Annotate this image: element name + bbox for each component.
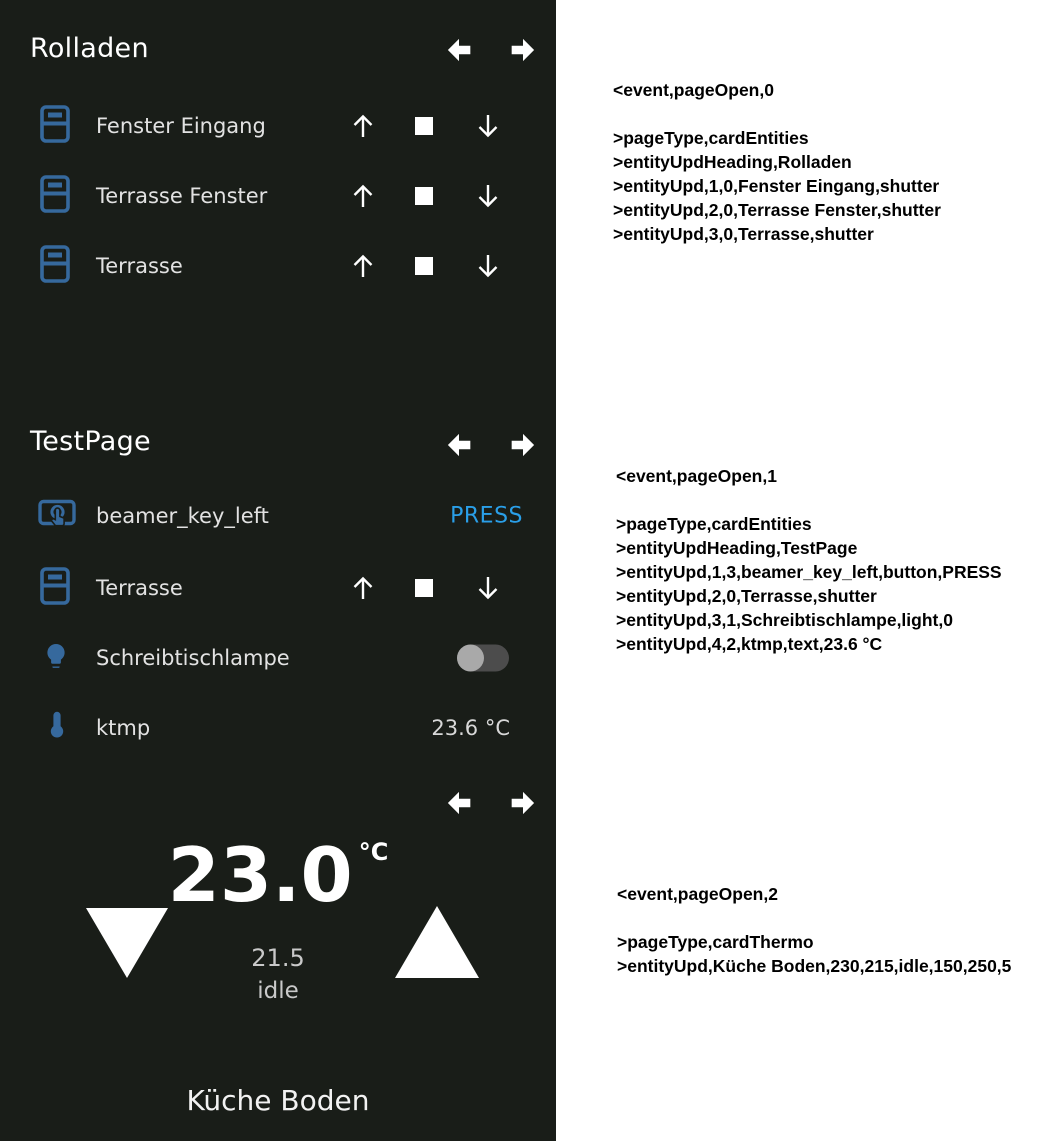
page-nav: [440, 33, 542, 67]
page-nav: [440, 786, 542, 820]
log-line: >pageType,cardThermo: [617, 932, 814, 952]
log-line: [613, 102, 1045, 126]
thermometer-icon: [46, 711, 68, 745]
log-line: <event,pageOpen,0: [613, 80, 774, 100]
page-title: TestPage: [30, 426, 151, 457]
log-line: >entityUpd,2,0,Terrasse,shutter: [616, 586, 877, 606]
shutter-stop-button[interactable]: [406, 257, 442, 275]
page-title: Rolladen: [30, 33, 149, 64]
entity-row-text: [0, 700, 556, 756]
entity-label: Terrasse Fenster: [96, 184, 268, 208]
log-block-page1: [616, 464, 1045, 656]
nav-next-button[interactable]: [504, 33, 542, 67]
entity-label: Terrasse: [96, 576, 183, 600]
thermostat-name: Küche Boden: [186, 1084, 370, 1117]
window-shutter-icon: [40, 567, 70, 609]
shutter-up-button[interactable]: [345, 182, 381, 210]
stop-icon: [415, 187, 433, 205]
entity-row-shutter: [0, 168, 556, 224]
log-line: >entityUpd,4,2,ktmp,text,23.6 °C: [616, 634, 883, 654]
log-line: >pageType,cardEntities: [613, 128, 809, 148]
entity-label: ktmp: [96, 716, 151, 740]
page-nav: [440, 428, 542, 462]
log-line: >entityUpdHeading,TestPage: [616, 538, 858, 558]
log-line: [616, 488, 1045, 512]
shutter-down-button[interactable]: [470, 252, 506, 280]
lightbulb-icon: [43, 643, 69, 674]
shutter-down-button[interactable]: [470, 574, 506, 602]
log-line: >entityUpd,1,0,Fenster Eingang,shutter: [613, 176, 940, 196]
stop-icon: [415, 257, 433, 275]
log-line: >entityUpd,1,3,beamer_key_left,button,PRESS: [616, 562, 1002, 582]
shutter-stop-button[interactable]: [406, 117, 442, 135]
window-shutter-icon: [40, 245, 70, 287]
log-line: >pageType,cardEntities: [616, 514, 812, 534]
window-shutter-icon: [40, 175, 70, 217]
entity-label: beamer_key_left: [96, 504, 269, 528]
log-line: >entityUpd,2,0,Terrasse Fenster,shutter: [613, 200, 941, 220]
entity-row-shutter: [0, 98, 556, 154]
shutter-down-button[interactable]: [470, 182, 506, 210]
log-block-page2: [617, 882, 1045, 978]
entity-value: 23.6 °C: [431, 716, 510, 740]
shutter-up-button[interactable]: [345, 112, 381, 140]
log-line: <event,pageOpen,2: [617, 884, 778, 904]
hvac-state: idle: [257, 978, 299, 1004]
window-shutter-icon: [40, 105, 70, 147]
log-line: >entityUpdHeading,Rolladen: [613, 152, 852, 172]
nav-prev-button[interactable]: [440, 33, 478, 67]
shutter-down-button[interactable]: [470, 112, 506, 140]
nav-next-button[interactable]: [504, 786, 542, 820]
log-line: >entityUpd,Küche Boden,230,215,idle,150,250,5: [617, 956, 1012, 976]
shutter-up-button[interactable]: [345, 574, 381, 602]
press-button[interactable]: PRESS: [450, 503, 523, 529]
shutter-stop-button[interactable]: [406, 579, 442, 597]
nav-next-button[interactable]: [504, 428, 542, 462]
current-temperature: [0, 831, 556, 919]
nav-prev-button[interactable]: [440, 428, 478, 462]
light-toggle[interactable]: [457, 645, 509, 672]
shutter-stop-button[interactable]: [406, 187, 442, 205]
log-line: <event,pageOpen,1: [616, 466, 777, 486]
stop-icon: [415, 117, 433, 135]
log-line: >entityUpd,3,1,Schreibtischlampe,light,0: [616, 610, 953, 630]
setpoint-temperature: 21.5: [251, 944, 305, 972]
gesture-tap-button-icon: [38, 499, 76, 533]
toggle-knob: [457, 645, 484, 672]
log-block-page0: [613, 78, 1045, 246]
nav-prev-button[interactable]: [440, 786, 478, 820]
entity-row-light: [0, 630, 556, 686]
temperature-unit: °C: [358, 838, 389, 866]
entity-label: Schreibtischlampe: [96, 646, 290, 670]
log-line: [617, 906, 1045, 930]
entity-label: Terrasse: [96, 254, 183, 278]
shutter-up-button[interactable]: [345, 252, 381, 280]
entity-row-shutter: [0, 238, 556, 294]
current-temperature-value: 23.0: [167, 831, 353, 919]
entity-row-shutter: [0, 560, 556, 616]
entity-row-button: [0, 488, 556, 544]
stop-icon: [415, 579, 433, 597]
log-line: >entityUpd,3,0,Terrasse,shutter: [613, 224, 874, 244]
entity-label: Fenster Eingang: [96, 114, 266, 138]
